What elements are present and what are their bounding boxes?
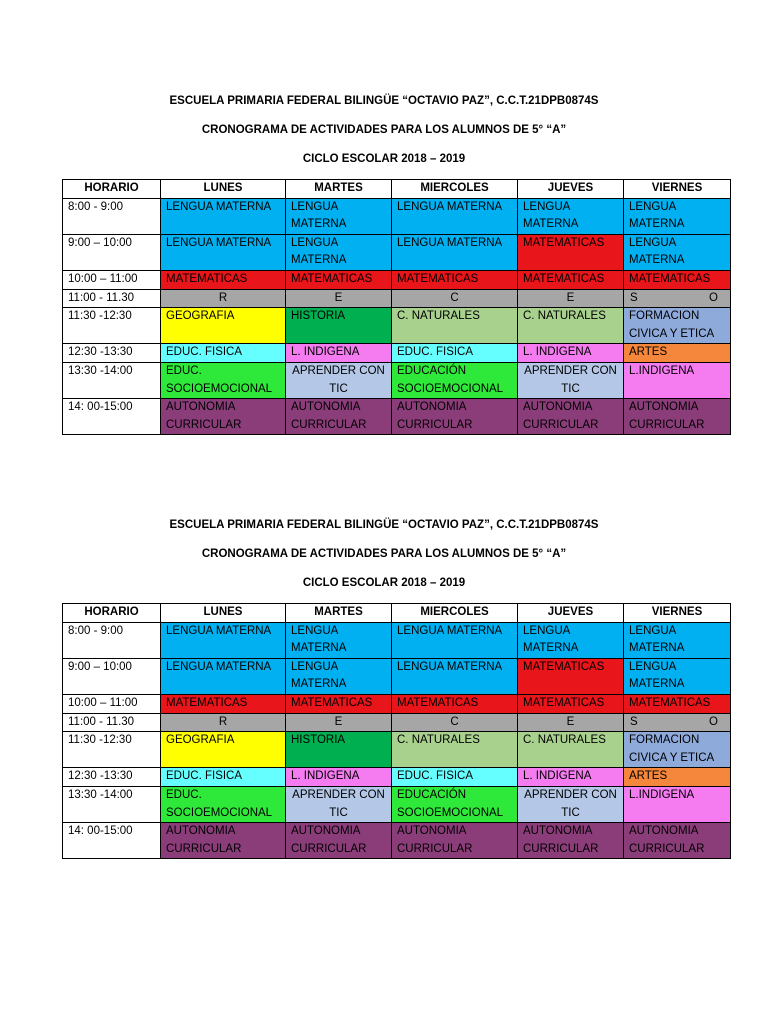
class-cell: EDUC. FISICA bbox=[161, 344, 286, 363]
table-row bbox=[63, 289, 731, 308]
time-slot: 14: 00-15:00 bbox=[63, 823, 161, 859]
time-slot: 8:00 - 9:00 bbox=[63, 622, 161, 658]
time-slot: 8:00 - 9:00 bbox=[63, 198, 161, 234]
recess-letter: O bbox=[709, 291, 718, 304]
time-slot: 13:30 -14:00 bbox=[63, 362, 161, 398]
column-header-viernes: VIERNES bbox=[624, 180, 731, 199]
class-cell: LENGUA MATERNA bbox=[392, 658, 518, 694]
time-slot: 11:00 - 11.30 bbox=[63, 289, 161, 308]
recess-letter: O bbox=[709, 715, 718, 728]
table-row bbox=[63, 768, 731, 787]
class-cell: MATEMATICAS bbox=[161, 270, 286, 289]
class-cell: L. INDIGENA bbox=[518, 768, 624, 787]
class-cell: MATEMATICAS bbox=[161, 694, 286, 713]
school-year: CICLO ESCOLAR 2018 – 2019 bbox=[302, 153, 466, 165]
class-cell: EDUC. SOCIOEMOCIONAL bbox=[161, 362, 286, 398]
class-cell: C bbox=[392, 289, 518, 308]
class-cell: LENGUA MATERNA bbox=[624, 622, 731, 658]
table-row bbox=[63, 713, 731, 732]
column-header-jueves: JUEVES bbox=[518, 180, 624, 199]
class-cell: LENGUA MATERNA bbox=[392, 622, 518, 658]
schedule-table bbox=[62, 603, 731, 859]
class-cell: ARTES bbox=[624, 344, 731, 363]
class-cell: EDUC. FISICA bbox=[392, 344, 518, 363]
column-header-horario: HORARIO bbox=[63, 180, 161, 199]
time-slot: 11:30 -12:30 bbox=[63, 308, 161, 344]
school-year: CICLO ESCOLAR 2018 – 2019 bbox=[302, 577, 466, 589]
time-slot: 13:30 -14:00 bbox=[63, 786, 161, 822]
class-cell: AUTONOMIA CURRICULAR bbox=[161, 399, 286, 435]
schedule-title: CRONOGRAMA DE ACTIVIDADES PARA LOS ALUMNOS DE 5° “A” bbox=[201, 124, 567, 136]
class-cell: APRENDER CON TIC bbox=[518, 362, 624, 398]
class-cell: MATEMATICAS bbox=[392, 270, 518, 289]
class-cell: MATEMATICAS bbox=[518, 658, 624, 694]
class-cell: L.INDIGENA bbox=[624, 362, 731, 398]
class-cell: MATEMATICAS bbox=[518, 234, 624, 270]
class-cell: C. NATURALES bbox=[392, 308, 518, 344]
class-cell: MATEMATICAS bbox=[624, 270, 731, 289]
time-slot: 9:00 – 10:00 bbox=[63, 234, 161, 270]
class-cell: AUTONOMIA CURRICULAR bbox=[286, 823, 392, 859]
table-row bbox=[63, 344, 731, 363]
class-cell: R bbox=[161, 713, 286, 732]
column-header-miercoles: MIERCOLES bbox=[392, 604, 518, 623]
class-cell: LENGUA MATERNA bbox=[161, 234, 286, 270]
class-cell: LENGUA MATERNA bbox=[518, 198, 624, 234]
class-cell: AUTONOMIA CURRICULAR bbox=[518, 399, 624, 435]
recess-letter: S bbox=[630, 291, 638, 304]
class-cell bbox=[624, 289, 731, 308]
column-header-horario: HORARIO bbox=[63, 604, 161, 623]
class-cell: FORMACION CIVICA Y ETICA bbox=[624, 308, 731, 344]
time-slot: 9:00 – 10:00 bbox=[63, 658, 161, 694]
class-cell: GEOGRAFIA bbox=[161, 732, 286, 768]
class-cell: L. INDIGENA bbox=[286, 768, 392, 787]
class-cell: C. NATURALES bbox=[518, 308, 624, 344]
class-cell: APRENDER CON TIC bbox=[518, 786, 624, 822]
column-header-miercoles: MIERCOLES bbox=[392, 180, 518, 199]
class-cell: C bbox=[392, 713, 518, 732]
table-row bbox=[63, 198, 731, 234]
class-cell: MATEMATICAS bbox=[518, 270, 624, 289]
time-slot: 10:00 – 11:00 bbox=[63, 694, 161, 713]
class-cell: LENGUA MATERNA bbox=[624, 198, 731, 234]
class-cell: AUTONOMIA CURRICULAR bbox=[161, 823, 286, 859]
column-header-lunes: LUNES bbox=[161, 604, 286, 623]
schedule-table bbox=[62, 179, 731, 435]
class-cell: AUTONOMIA CURRICULAR bbox=[518, 823, 624, 859]
class-cell: MATEMATICAS bbox=[518, 694, 624, 713]
class-cell: LENGUA MATERNA bbox=[286, 658, 392, 694]
class-cell: LENGUA MATERNA bbox=[518, 622, 624, 658]
column-header-viernes: VIERNES bbox=[624, 604, 731, 623]
class-cell: FORMACION CIVICA Y ETICA bbox=[624, 732, 731, 768]
school-name: ESCUELA PRIMARIA FEDERAL BILINGÜE “OCTAVIO PAZ”, C.C.T.21DPB0874S bbox=[169, 95, 599, 107]
table-header-row bbox=[63, 604, 731, 623]
class-cell: L.INDIGENA bbox=[624, 786, 731, 822]
class-cell: LENGUA MATERNA bbox=[286, 234, 392, 270]
class-cell: EDUC. FISICA bbox=[392, 768, 518, 787]
class-cell: EDUCACIÓN SOCIOEMOCIONAL bbox=[392, 786, 518, 822]
table-row bbox=[63, 732, 731, 768]
table-row bbox=[63, 234, 731, 270]
class-cell: E bbox=[286, 713, 392, 732]
class-cell: L. INDIGENA bbox=[518, 344, 624, 363]
class-cell bbox=[624, 713, 731, 732]
time-slot: 10:00 – 11:00 bbox=[63, 270, 161, 289]
class-cell: E bbox=[518, 289, 624, 308]
time-slot: 11:30 -12:30 bbox=[63, 732, 161, 768]
class-cell: AUTONOMIA CURRICULAR bbox=[624, 399, 731, 435]
class-cell: MATEMATICAS bbox=[286, 270, 392, 289]
schedule-title: CRONOGRAMA DE ACTIVIDADES PARA LOS ALUMNOS DE 5° “A” bbox=[201, 548, 567, 560]
class-cell: LENGUA MATERNA bbox=[161, 198, 286, 234]
table-row bbox=[63, 658, 731, 694]
table-header-row bbox=[63, 180, 731, 199]
column-header-martes: MARTES bbox=[286, 604, 392, 623]
class-cell: LENGUA MATERNA bbox=[624, 658, 731, 694]
class-cell: HISTORIA bbox=[286, 308, 392, 344]
class-cell: EDUC. SOCIOEMOCIONAL bbox=[161, 786, 286, 822]
table-row bbox=[63, 270, 731, 289]
class-cell: E bbox=[518, 713, 624, 732]
class-cell: APRENDER CON TIC bbox=[286, 362, 392, 398]
table-row bbox=[63, 786, 731, 822]
class-cell: R bbox=[161, 289, 286, 308]
table-row bbox=[63, 823, 731, 859]
class-cell: MATEMATICAS bbox=[286, 694, 392, 713]
class-cell: GEOGRAFIA bbox=[161, 308, 286, 344]
time-slot: 12:30 -13:30 bbox=[63, 344, 161, 363]
class-cell: C. NATURALES bbox=[392, 732, 518, 768]
column-header-martes: MARTES bbox=[286, 180, 392, 199]
class-cell: AUTONOMIA CURRICULAR bbox=[392, 399, 518, 435]
table-row bbox=[63, 308, 731, 344]
class-cell: ARTES bbox=[624, 768, 731, 787]
recess-letter: S bbox=[630, 715, 638, 728]
class-cell: MATEMATICAS bbox=[392, 694, 518, 713]
column-header-lunes: LUNES bbox=[161, 180, 286, 199]
school-name: ESCUELA PRIMARIA FEDERAL BILINGÜE “OCTAVIO PAZ”, C.C.T.21DPB0874S bbox=[169, 519, 599, 531]
class-cell: EDUC. FISICA bbox=[161, 768, 286, 787]
column-header-jueves: JUEVES bbox=[518, 604, 624, 623]
class-cell: LENGUA MATERNA bbox=[286, 198, 392, 234]
table-row bbox=[63, 362, 731, 398]
class-cell: MATEMATICAS bbox=[624, 694, 731, 713]
class-cell: C. NATURALES bbox=[518, 732, 624, 768]
class-cell: E bbox=[286, 289, 392, 308]
time-slot: 14: 00-15:00 bbox=[63, 399, 161, 435]
class-cell: EDUCACIÓN SOCIOEMOCIONAL bbox=[392, 362, 518, 398]
class-cell: LENGUA MATERNA bbox=[624, 234, 731, 270]
class-cell: AUTONOMIA CURRICULAR bbox=[286, 399, 392, 435]
class-cell: AUTONOMIA CURRICULAR bbox=[392, 823, 518, 859]
class-cell: HISTORIA bbox=[286, 732, 392, 768]
class-cell: AUTONOMIA CURRICULAR bbox=[624, 823, 731, 859]
table-row bbox=[63, 399, 731, 435]
class-cell: LENGUA MATERNA bbox=[286, 622, 392, 658]
class-cell: APRENDER CON TIC bbox=[286, 786, 392, 822]
class-cell: LENGUA MATERNA bbox=[161, 622, 286, 658]
class-cell: L. INDIGENA bbox=[286, 344, 392, 363]
time-slot: 11:00 - 11.30 bbox=[63, 713, 161, 732]
table-row bbox=[63, 622, 731, 658]
class-cell: LENGUA MATERNA bbox=[392, 198, 518, 234]
table-row bbox=[63, 694, 731, 713]
class-cell: LENGUA MATERNA bbox=[392, 234, 518, 270]
time-slot: 12:30 -13:30 bbox=[63, 768, 161, 787]
class-cell: LENGUA MATERNA bbox=[161, 658, 286, 694]
